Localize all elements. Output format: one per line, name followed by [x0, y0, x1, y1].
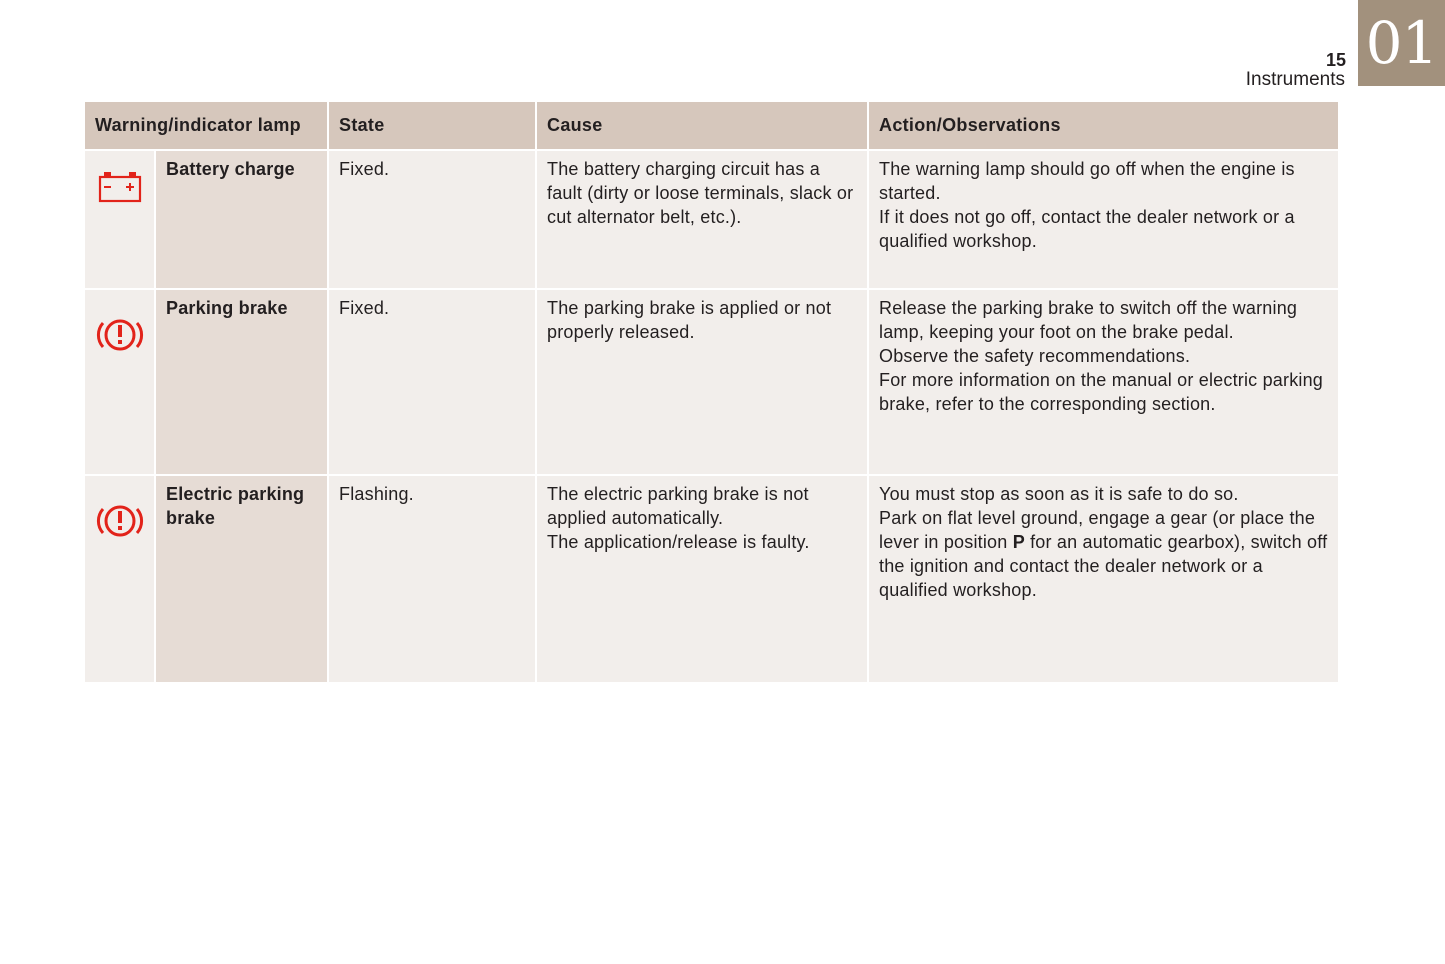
page-number: 15 — [1325, 50, 1346, 70]
table-row — [85, 476, 1338, 682]
action-line — [879, 506, 1328, 602]
table-row — [85, 290, 1338, 474]
lamp-action — [869, 476, 1338, 682]
gear-position-label: P — [1012, 532, 1025, 552]
action-line: You must stop as soon as it is safe to do so. — [879, 484, 1239, 504]
parking-brake-icon — [95, 315, 145, 355]
lamp-name: Parking brake — [156, 290, 327, 474]
column-header-action: Action/Observations — [869, 102, 1338, 149]
action-line: If it does not go off, contact the dealer network or a qualified workshop. — [879, 207, 1295, 251]
section-title: Instruments — [1245, 69, 1345, 90]
chapter-tab: 01 — [1358, 0, 1445, 86]
action-line: Observe the safety recommendations. — [879, 346, 1191, 366]
lamp-cause: The battery charging circuit has a fault (dirty or loose terminals, slack or cut alternator belt, etc.). — [537, 151, 867, 288]
electric-parking-brake-icon — [95, 501, 145, 541]
action-text: for an automatic gearbox), switch off the ignition and contact the dealer network or a qualified workshop. — [879, 532, 1328, 600]
lamp-action — [869, 290, 1338, 474]
lamp-action — [869, 151, 1338, 288]
action-line: Release the parking brake to switch off the warning lamp, keeping your foot on the brake pedal. — [879, 298, 1298, 342]
lamp-cause — [537, 476, 867, 682]
action-line: For more information on the manual or electric parking brake, refer to the corresponding section. — [879, 370, 1324, 414]
table-row — [85, 151, 1338, 288]
lamp-name: Electric parking brake — [156, 476, 327, 682]
column-header-state: State — [329, 102, 535, 149]
lamp-state: Fixed. — [329, 151, 535, 288]
table-header-row — [85, 102, 1338, 149]
lamp-cause: The parking brake is applied or not properly released. — [537, 290, 867, 474]
action-text: Park on flat level ground, engage a gear (or place the lever in position — [879, 508, 1316, 552]
battery-icon — [96, 169, 144, 205]
warning-lamp-table — [83, 100, 1340, 684]
lamp-state: Flashing. — [329, 476, 535, 682]
action-line: The warning lamp should go off when the engine is started. — [879, 159, 1295, 203]
lamp-icon-cell — [85, 151, 154, 288]
cause-line: The application/release is faulty. — [547, 532, 810, 552]
lamp-state: Fixed. — [329, 290, 535, 474]
column-header-cause: Cause — [537, 102, 867, 149]
cause-line: The electric parking brake is not applied automatically. — [547, 484, 809, 528]
lamp-name: Battery charge — [156, 151, 327, 288]
column-header-lamp: Warning/indicator lamp — [85, 102, 327, 149]
lamp-icon-cell — [85, 476, 154, 682]
lamp-icon-cell — [85, 290, 154, 474]
